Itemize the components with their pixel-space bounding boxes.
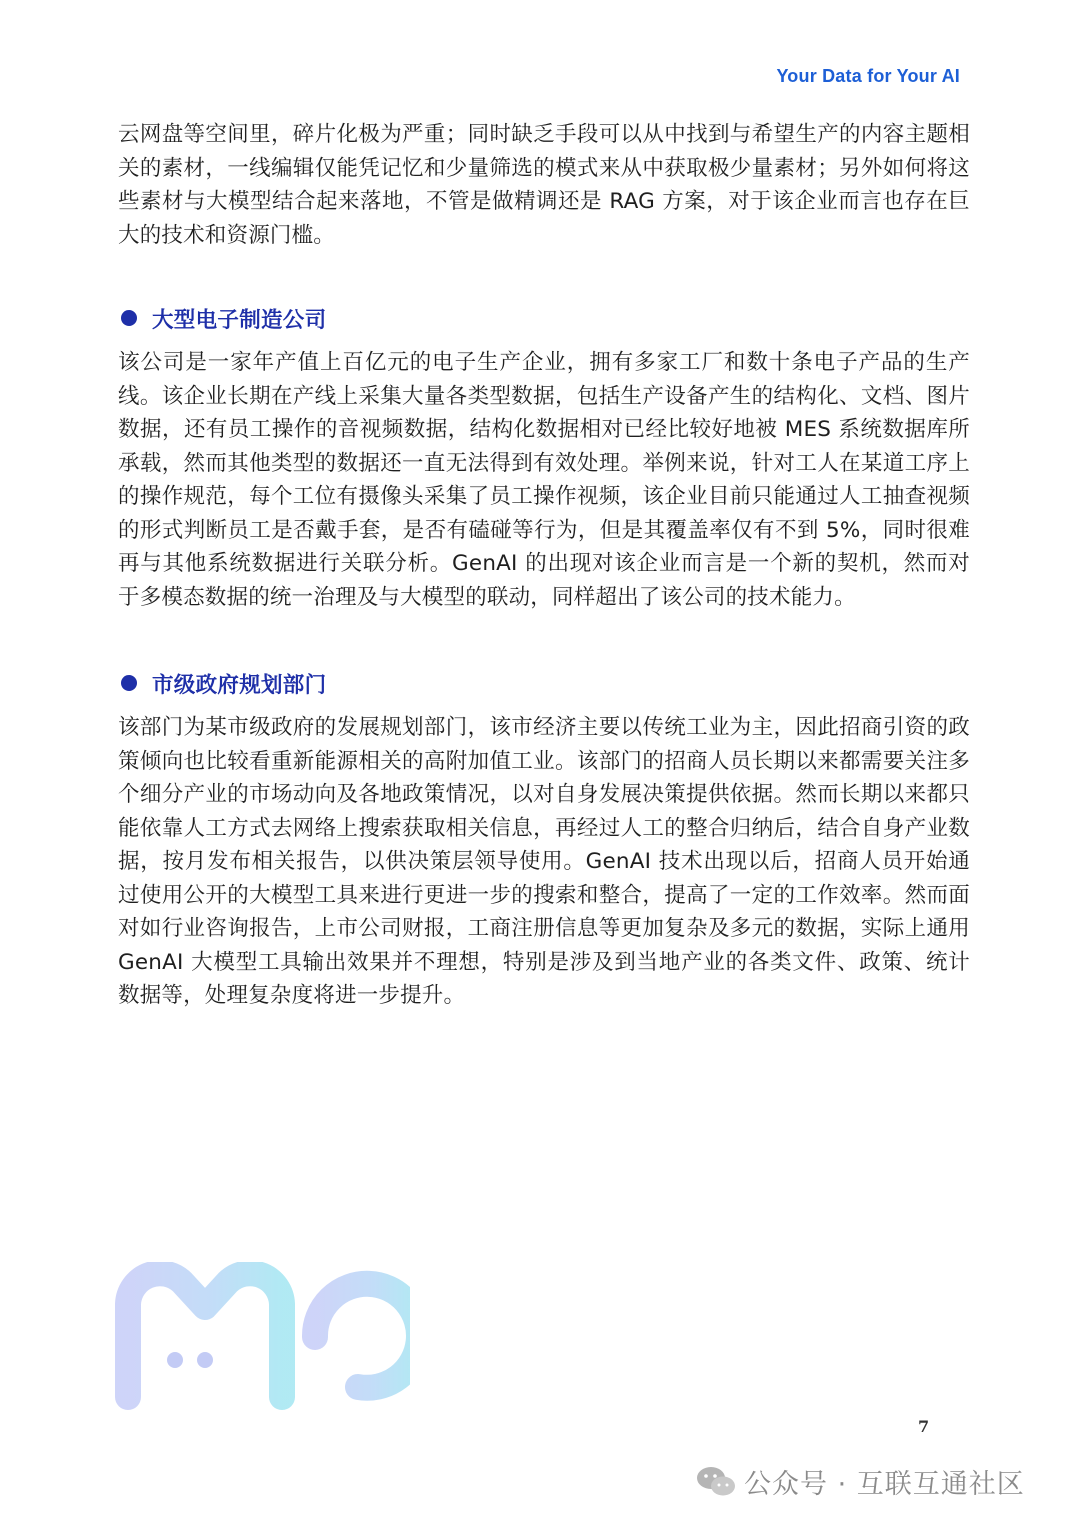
mo-logo-icon (110, 1262, 410, 1412)
bullet-icon (121, 310, 137, 326)
section-heading-government (118, 665, 970, 701)
watermark-text: 公众号 · 互联互通社区 (744, 1469, 1025, 1500)
watermark (696, 1462, 1025, 1501)
wechat-icon (696, 1465, 736, 1499)
page-number: 7 (918, 1417, 930, 1436)
section-title: 大型电子制造公司 (152, 307, 327, 333)
section-heading-electronics (118, 300, 970, 336)
intro-paragraph: 云网盘等空间里，碎片化极为严重；同时缺乏手段可以从中找到与希望生产的内容主题相关的素材，一线编辑仅能凭记忆和少量筛选的模式来从中获取极少量素材；另外如何将这些素材与大模型结合起来落地，不管是做精调还是 RAG 方案，对于该企业而言也存在巨大的技术和资源门槛。 (118, 122, 970, 248)
section-body-electronics: 该公司是一家年产值上百亿元的电子生产企业，拥有多家工厂和数十条电子产品的生产线。该企业长期在产线上采集大量各类型数据，包括生产设备产生的结构化、文档、图片数据，还有员工操作的音视频数据，结构化数据相对已经比较好地被 MES 系统数据库所承载，然而其他类型的数据还一直无法得到有效处理。举例来说，针对工人在某道工序上的操作规范，每个工位有摄像头采集了员工操作视频，该企业目前只能通过人工抽查视频的形式判断员工是否戴手套，是否有磕碰等行为，但是其覆盖率仅有不到 5%，同时很难再与其他系统数据进行关联分析。GenAI 的出现对该企业而言是一个新的契机，然而对于多模态数据的统一治理及与大模型的联动，同样超出了该公司的技术能力。 (118, 350, 970, 610)
section-body-government: 该部门为某市级政府的发展规划部门，该市经济主要以传统工业为主，因此招商引资的政策倾向也比较看重新能源相关的高附加值工业。该部门的招商人员长期以来都需要关注多个细分产业的市场动向及各地政策情况，以对自身发展决策提供依据。然而长期以来都只能依靠人工方式去网络上搜索获取相关信息，再经过人工的整合归纳后，结合自身产业数据，按月发布相关报告，以供决策层领导使用。GenAI 技术出现以后，招商人员开始通过使用公开的大模型工具来进行更进一步的搜索和整合，提高了一定的工作效率。然而面对如行业咨询报告，上市公司财报，工商注册信息等更加复杂及多元的数据，实际上通用 GenAI 大模型工具输出效果并不理想，特别是涉及到当地产业的各类文件、政策、统计数据等，处理复杂度将进一步提升。 (118, 715, 970, 1008)
header-tagline: Your Data for Your AI (776, 66, 960, 86)
bullet-icon (121, 675, 137, 691)
section-title: 市级政府规划部门 (152, 672, 327, 698)
